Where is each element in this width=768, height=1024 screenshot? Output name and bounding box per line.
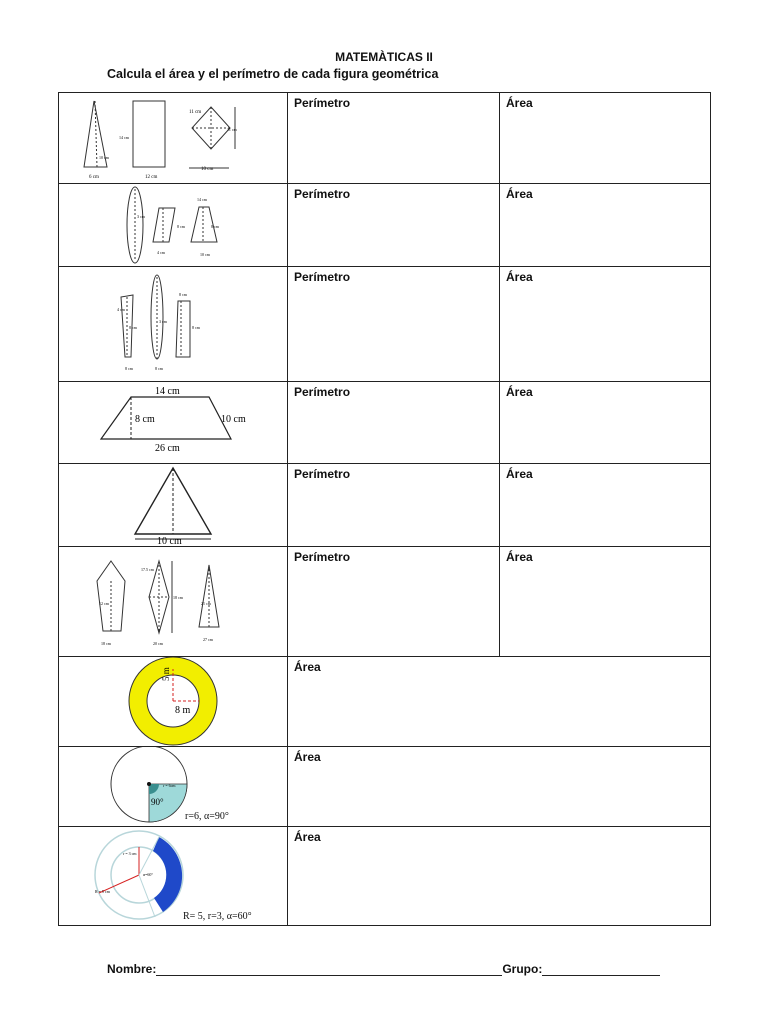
perimeter-label: Perímetro [294,385,351,399]
group-field[interactable] [542,965,660,976]
footer [107,962,660,976]
area-cell[interactable] [500,93,711,184]
area-cell[interactable] [500,184,711,267]
figure-cell [59,184,288,267]
label: 10 cm [201,167,214,172]
area-cell[interactable] [500,547,711,657]
figure-cell [59,93,288,184]
group-label: Grupo: [502,962,543,976]
label: R = 5 cm [95,889,110,894]
area-cell[interactable] [500,382,711,464]
figure-cell [59,464,288,547]
label: 11 cm [189,110,202,115]
label: 5 m [161,667,171,681]
label: 10 cm [99,155,109,160]
label: 10 cm [221,414,246,425]
label: 8 cm [129,325,137,330]
perimeter-label: Perímetro [294,187,351,201]
label: 10 cm [200,252,210,257]
label: 3 cm [159,319,167,324]
figure-triangle [59,464,287,546]
figure-cell [59,547,288,657]
area-cell[interactable] [288,747,711,827]
label: 17.5 cm [141,567,154,572]
label: 11 cm [227,127,237,132]
label: 8 cm [211,224,219,229]
perimeter-cell[interactable] [288,464,500,547]
label: r = 6cm [163,783,176,788]
perimeter-label: Perímetro [294,96,351,110]
figure-pentagon-rhombus-triangle [59,547,287,656]
area-label: Área [506,270,533,284]
table-row [59,657,711,747]
figure-caption: R= 5, r=3, α=60° [183,911,252,922]
label: 18 cm [101,641,111,646]
label: 14 cm [197,197,207,202]
figure-cell [59,747,288,827]
area-cell[interactable] [288,827,711,926]
label: 8 cm [125,366,133,371]
table-row [59,827,711,926]
figure-cell [59,827,288,926]
label: 6 cm [89,175,99,180]
table-row [59,547,711,657]
label: 8 cm [135,414,155,425]
label: 12 cm [99,601,109,606]
label: α=60° [143,872,153,877]
label: 14 cm [155,386,180,397]
figure-trapezoid [59,382,287,463]
area-cell[interactable] [500,464,711,547]
area-label: Área [506,385,533,399]
label: 8 cm [179,292,187,297]
table-row [59,93,711,184]
area-label: Área [506,96,533,110]
instruction-text: Calcula el área y el perímetro de cada figura geométrica [107,67,439,81]
area-label: Área [506,187,533,201]
area-label: Área [506,550,533,564]
perimeter-cell[interactable] [288,547,500,657]
figure-annulus [59,657,287,746]
table-row [59,464,711,547]
label: 27 cm [203,637,213,642]
area-label: Área [506,467,533,481]
label: 14 cm [119,135,129,140]
figure-circle-sector [59,747,287,826]
table-row [59,267,711,382]
area-label: Área [294,750,321,764]
figure-cell [59,657,288,747]
perimeter-label: Perímetro [294,550,351,564]
figure-cell [59,267,288,382]
table-row [59,382,711,464]
figure-cell [59,382,288,464]
area-label: Área [294,660,321,674]
area-cell[interactable] [500,267,711,382]
figure-trapezoid-ellipse-trapezoid [59,267,287,381]
label: 8 cm [155,366,163,371]
label: 8 m [175,705,191,716]
figure-triangle-rectangle-rhombus [59,93,287,183]
label: 12 cm [145,175,158,180]
perimeter-label: Perímetro [294,270,351,284]
table-row [59,747,711,827]
label: 8 cm [192,325,200,330]
perimeter-cell[interactable] [288,267,500,382]
name-label: Nombre: [107,962,157,976]
label: 8 cm [177,224,185,229]
perimeter-cell[interactable] [288,93,500,184]
label: 4 cm [117,307,125,312]
table-row [59,184,711,267]
perimeter-label: Perímetro [294,467,351,481]
area-cell[interactable] [288,657,711,747]
label: 20 cm [153,641,163,646]
label: r = 3 cm [123,851,137,856]
name-field[interactable] [156,965,502,976]
label: 3 cm [137,214,145,219]
figure-ring-sector [59,827,287,925]
area-label: Área [294,830,321,844]
label: 26 cm [155,443,180,454]
figure-caption: r=6, α=90° [185,811,229,822]
page-title: MATEMÀTICAS II [335,50,433,64]
label: 21 cm [201,601,211,606]
perimeter-cell[interactable] [288,184,500,267]
worksheet-table [58,92,711,926]
label: 90° [151,797,164,807]
label: 18 cm [173,595,183,600]
label: 4 cm [157,250,165,255]
figure-ellipse-parallelogram-trapezoid [59,184,287,266]
label: 10 cm [157,536,182,546]
perimeter-cell[interactable] [288,382,500,464]
